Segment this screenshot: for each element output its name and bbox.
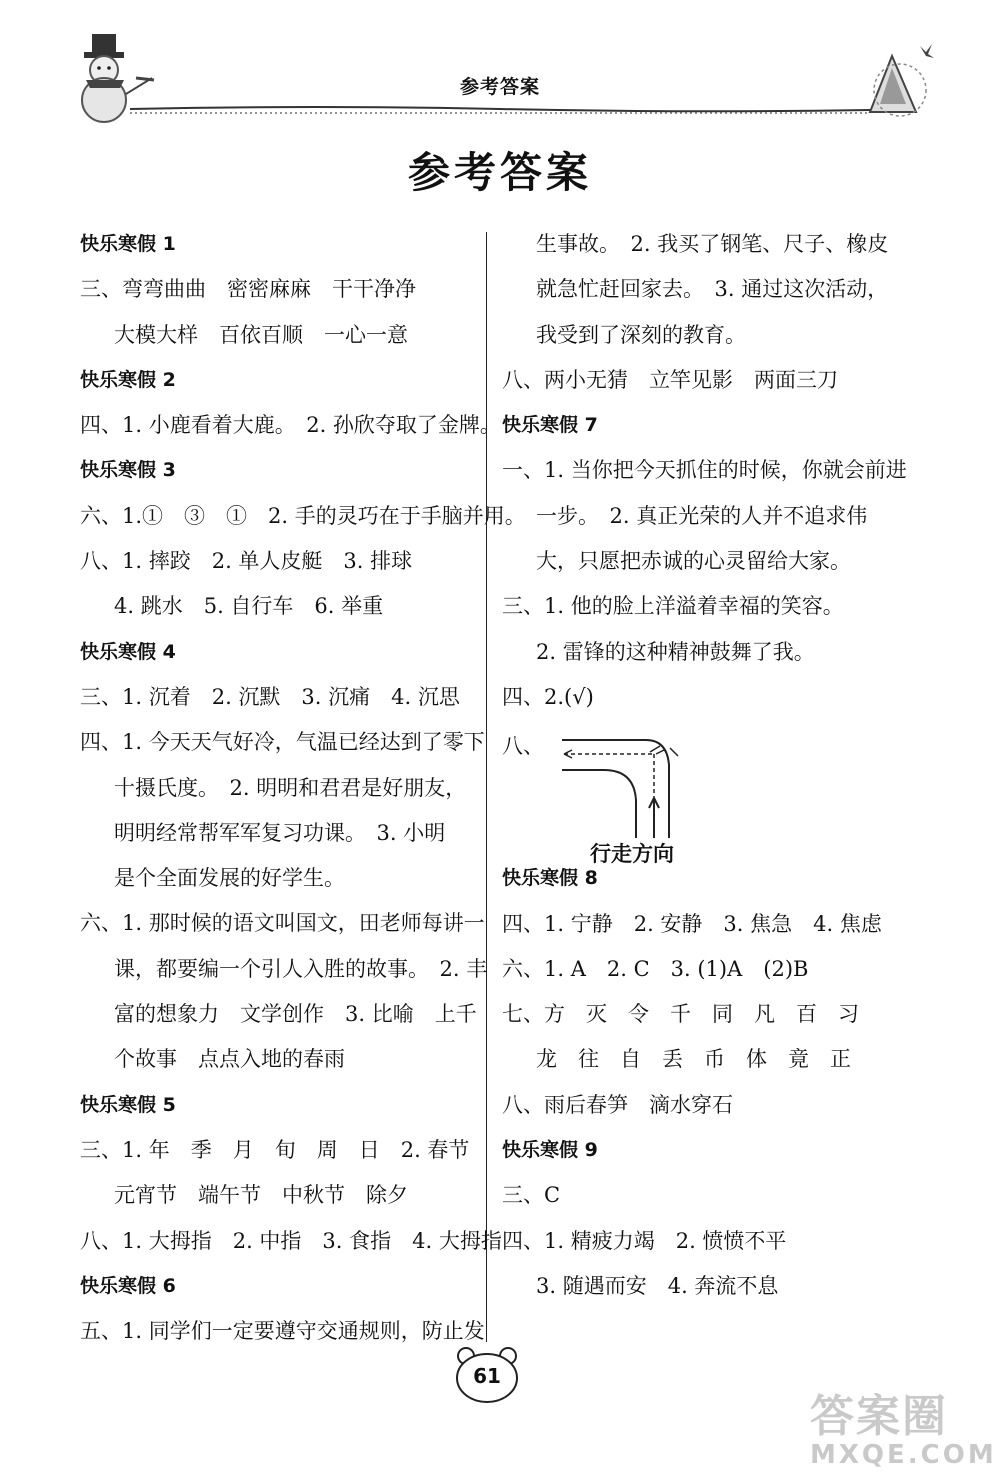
- section-heading: 快乐寒假 2: [80, 368, 176, 391]
- section-heading: 快乐寒假 7: [502, 414, 598, 437]
- figure-caption: 行走方向: [590, 842, 674, 867]
- answer-line: 课，都要编一个引人入胜的故事。 2. 丰: [114, 956, 488, 981]
- answer-line: 四、1. 宁静 2. 安静 3. 焦急 4. 焦虑: [502, 911, 882, 936]
- answer-line: 六、1. 那时候的语文叫国文，田老师每讲一: [80, 911, 485, 936]
- section-heading: 快乐寒假 1: [80, 233, 176, 255]
- walking-direction-figure: [502, 720, 922, 867]
- section-heading: 快乐寒假 3: [80, 459, 176, 482]
- answer-line: 一、1. 当你把今天抓住的时候，你就会前进: [502, 458, 907, 483]
- answer-line: 六、1. A 2. C 3. (1)A (2)B: [502, 956, 809, 981]
- left-column: [80, 222, 526, 1354]
- page-number-badge: [452, 1342, 522, 1404]
- right-column: [502, 222, 922, 1309]
- watermark: [810, 1380, 997, 1470]
- answer-line: 七、方 灭 令 千 同 凡 百 习: [502, 1002, 859, 1027]
- answer-line: 明明经常帮军军复习功课。 3. 小明: [114, 820, 446, 845]
- column-divider: [486, 232, 487, 1342]
- answer-line: 三、弯弯曲曲 密密麻麻 干干净净: [80, 277, 416, 302]
- answer-line: 3. 随遇而安 4. 奔流不息: [536, 1273, 779, 1298]
- header-rule: [130, 100, 870, 119]
- answer-line: 富的想象力 文学创作 3. 比喻 上千: [114, 1002, 477, 1027]
- answer-line: 四、2.(√): [502, 684, 594, 709]
- section-heading: 快乐寒假 5: [80, 1093, 176, 1116]
- answer-line: 龙 往 自 丢 币 体 竟 正: [536, 1047, 851, 1072]
- answer-line: 四、1. 小鹿看着大鹿。 2. 孙欣夺取了金牌。: [80, 413, 501, 438]
- answer-line: 个故事 点点入地的春雨: [114, 1047, 345, 1072]
- answer-line: 四、1. 今天天气好冷，气温已经达到了零下: [80, 730, 485, 755]
- section-heading: 快乐寒假 8: [502, 867, 598, 890]
- answer-line: 八、两小无猜 立竿见影 两面三刀: [502, 367, 838, 392]
- watermark-logo: 答案圈: [810, 1391, 948, 1442]
- answer-line: 4. 跳水 5. 自行车 6. 举重: [114, 594, 384, 619]
- page-title: 参考答案: [407, 148, 592, 197]
- answer-line: 八、1. 大拇指 2. 中指 3. 食指 4. 大拇指: [80, 1228, 502, 1253]
- answer-line: 四、1. 精疲力竭 2. 愤愤不平: [502, 1228, 787, 1253]
- answer-line: 三、1. 年 季 月 旬 周 日 2. 春节: [80, 1137, 470, 1162]
- page-number: 61: [473, 1364, 501, 1388]
- section-heading: 快乐寒假 6: [80, 1274, 176, 1297]
- section-heading: 快乐寒假 9: [502, 1139, 598, 1162]
- answer-line: 三、C: [502, 1183, 561, 1208]
- answer-line: 是个全面发展的好学生。: [114, 866, 345, 891]
- answer-line: 大，只愿把赤诚的心灵留给大家。: [536, 549, 851, 574]
- figure-label: 八、: [502, 734, 544, 759]
- answer-line: 生事故。 2. 我买了钢笔、尺子、橡皮: [536, 232, 889, 256]
- running-header: 参考答案: [459, 76, 540, 98]
- answer-line: 八、1. 摔跤 2. 单人皮艇 3. 排球: [80, 549, 413, 574]
- answer-line: 大模大样 百依百顺 一心一意: [114, 322, 408, 347]
- road-diagram: [542, 720, 722, 838]
- answer-line: 五、1. 同学们一定要遵守交通规则，防止发: [80, 1319, 485, 1344]
- answer-line: 六、1.① ③ ① 2. 手的灵巧在于手脑并用。: [80, 503, 526, 528]
- answer-line: 一步。 2. 真正光荣的人并不追求伟: [536, 503, 868, 528]
- answer-line: 就急忙赶回家去。 3. 通过这次活动，: [536, 277, 889, 302]
- answer-line: 三、1. 沉着 2. 沉默 3. 沉痛 4. 沉思: [80, 684, 460, 709]
- answer-line: 2. 雷锋的这种精神鼓舞了我。: [536, 639, 815, 664]
- answer-line: 八、雨后春笋 滴水穿石: [502, 1092, 733, 1117]
- section-heading: 快乐寒假 4: [80, 640, 176, 663]
- answer-line: 十摄氏度。 2. 明明和君君是好朋友，: [114, 775, 467, 800]
- answer-line: 我受到了深刻的教育。: [536, 322, 746, 347]
- answer-line: 三、1. 他的脸上洋溢着幸福的笑容。: [502, 594, 844, 619]
- answer-line: 元宵节 端午节 中秋节 除夕: [114, 1183, 408, 1208]
- watermark-site: MXQE.COM: [810, 1440, 997, 1470]
